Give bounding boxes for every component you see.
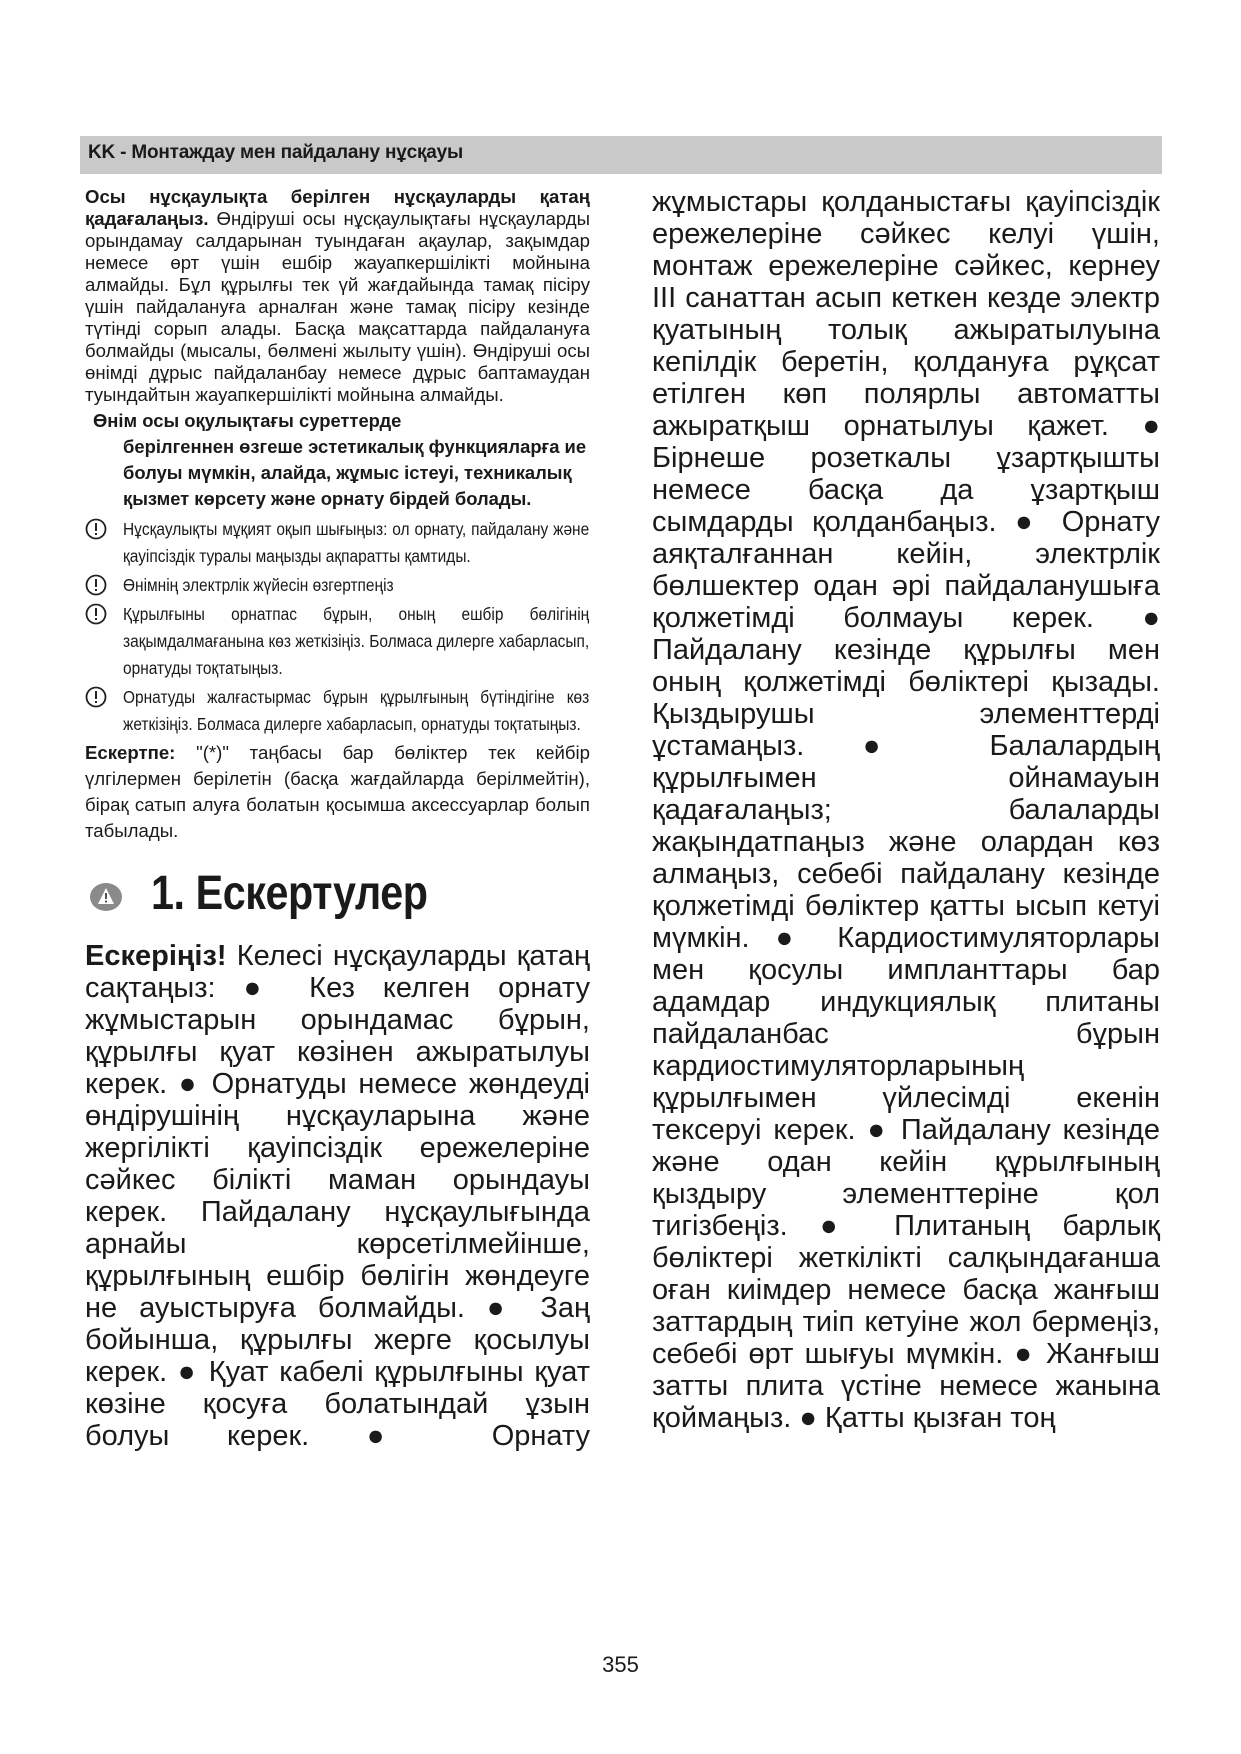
info-circle-icon <box>85 686 107 708</box>
warnings-left-text <box>85 940 590 1452</box>
remark-text: "(*)" таңбасы бар бөліктер тек кейбір үлгілермен берілетін (басқа жағдайларда берілмейтін), бірақ сатып алуға болатын қосымша аксессуарлар болып табылады. <box>85 742 590 841</box>
product-notice <box>85 408 590 512</box>
right-column <box>652 186 1160 1434</box>
intro-paragraph <box>85 186 590 406</box>
note-text: Құрылғыны орнатпас бұрын, оның ешбір бөлігінің зақымдалмағанына көз жеткізіңіз. Болмаса дилерге хабарласып, орнатуды тоқтатыңыз. <box>123 604 590 678</box>
intro-text: Өндіруші осы нұсқаулықтағы нұсқауларды орындамау салдарынан туындаған ақаулар, зақымдар немесе өрт үшін ешбір жауапкершілікті мойнына алмайды. Бұл құрылғы тек үй жағдайында тамақ пісіру үшін пайдалануға арналған және тамақ пісіру кезінде түтінді сорып алады. Басқа мақсаттарда пайдалануға болмайды (мысалы, бөлмені жылыту үшін). Өндіруші осы өнімді дұрыс пайдаланбау немесе дұрыс баптамаудан туындайтын жауапкершілікті мойнына алмайды. <box>85 208 590 405</box>
section-heading <box>85 866 590 930</box>
warnings-right-text: жұмыстары қолданыстағы қауіпсіздік ережелеріне сәйкес келуі үшін, монтаж ережелеріне сәйкес, кернеу III санаттан асып кеткен кезде электр қуатының толық ажыратылуына кепілдік беретін, қолдануға рұқсат етілген көп полярлы автоматты ажыратқыш орнатылуы қажет. ● Бірнеше розеткалы ұзартқышты немесе басқа да ұзартқыш сымдарды қолданбаңыз. ● Орнату аяқталғаннан кейін, электрлік бөлшектер одан әрі пайдаланушыға қолжетімді болмауы керек. ● Пайдалану кезінде құрылғы мен оның қолжетімді бөліктері қызады. Қыздырушы элементтерді ұстамаңыз. ● Балалардың құрылғымен ойнамауын қадағалаңыз; балаларды жақындатпаңыз және олардан көз алмаңыз, себебі пайдалану кезінде қолжетімді бөліктер қатты ысып кетуі мүмкін. ● Кардиостимуляторлары мен қосулы импланттары бар адамдар индукциялық плитаны пайдаланбас бұрын кардиостимуляторларының құрылғымен үйлесімді екенін тексеруі керек. ● Пайдалану кезінде және одан кейін құрылғының қыздыру элементтеріне қол тигізбеңіз. ● Плитаның барлық бөліктері жеткілікті салқындағанша оған киімдер немесе басқа жанғыш заттардың тиіп кетуіне жол бермеңіз, себебі өрт шығуы мүмкін. ● Жанғыш затты плита үстіне немесе жанына қоймаңыз. ● Қатты қызған тоң <box>652 186 1160 1434</box>
note-text: Нұсқаулықты мұқият оқып шығыңыз: ол орнату, пайдалану және қауіпсіздік туралы маңызды ақпаратты қамтиды. <box>123 519 590 566</box>
remark-paragraph <box>85 740 590 844</box>
header-bar <box>80 136 1162 174</box>
remark-label: Ескертпе: <box>85 742 176 763</box>
warnings-bold-lead: Ескеріңіз! <box>85 940 227 972</box>
note-item <box>85 572 590 599</box>
note-item <box>85 516 590 570</box>
section-title: 1. Ескертулер <box>151 867 428 920</box>
product-notice-first-line: Өнім осы оқулықтағы суреттерде <box>93 410 402 431</box>
page-number: 355 <box>602 1652 639 1677</box>
info-circle-icon <box>85 603 107 625</box>
info-circle-icon <box>85 574 107 596</box>
warning-triangle-icon <box>89 882 123 912</box>
left-column <box>85 186 590 1452</box>
intro-bold-lead: Осы нұсқаулықта берілген нұсқауларды қатаң қадағалаңыз. <box>85 186 590 229</box>
note-text: Өнімнің электрлік жүйесін өзгертпеңіз <box>123 575 394 595</box>
product-notice-rest: берілгеннен өзгеше эстетикалық функцияларға ие болуы мүмкін, алайда, жұмыс істеуі, техникалық қызмет көрсету және орнату бірдей болады. <box>123 436 587 509</box>
warnings-left-body: Келесі нұсқауларды қатаң сақтаңыз: ● Кез келген орнату жұмыстарын орындамас бұрын, құрылғы қуат көзінен ажыратылуы керек. ● Орнатуды немесе жөндеуді өндірушінің нұсқауларына және жергілікті қауіпсіздік ережелеріне сәйкес білікті маман орындауы керек. Пайдалану нұсқаулығында арнайы көрсетілмейінше, құрылғының ешбір бөлігін жөндеуге не ауыстыруға болмайды. ● Заң бойынша, құрылғы жерге қосылуы керек. ● Қуат кабелі құрылғыны қуат көзіне қосуға болатындай ұзын болуы керек. ● Орнату <box>85 940 590 1452</box>
note-item <box>85 684 590 738</box>
note-item <box>85 601 590 682</box>
note-text: Орнатуды жалғастырмас бұрын құрылғының бүтіндігіне көз жеткізіңіз. Болмаса дилерге хабарласып, орнатуды тоқтатыңыз. <box>123 687 590 734</box>
header-title: KK - Монтаждау мен пайдалану нұсқауы <box>88 142 464 163</box>
info-circle-icon <box>85 518 107 540</box>
